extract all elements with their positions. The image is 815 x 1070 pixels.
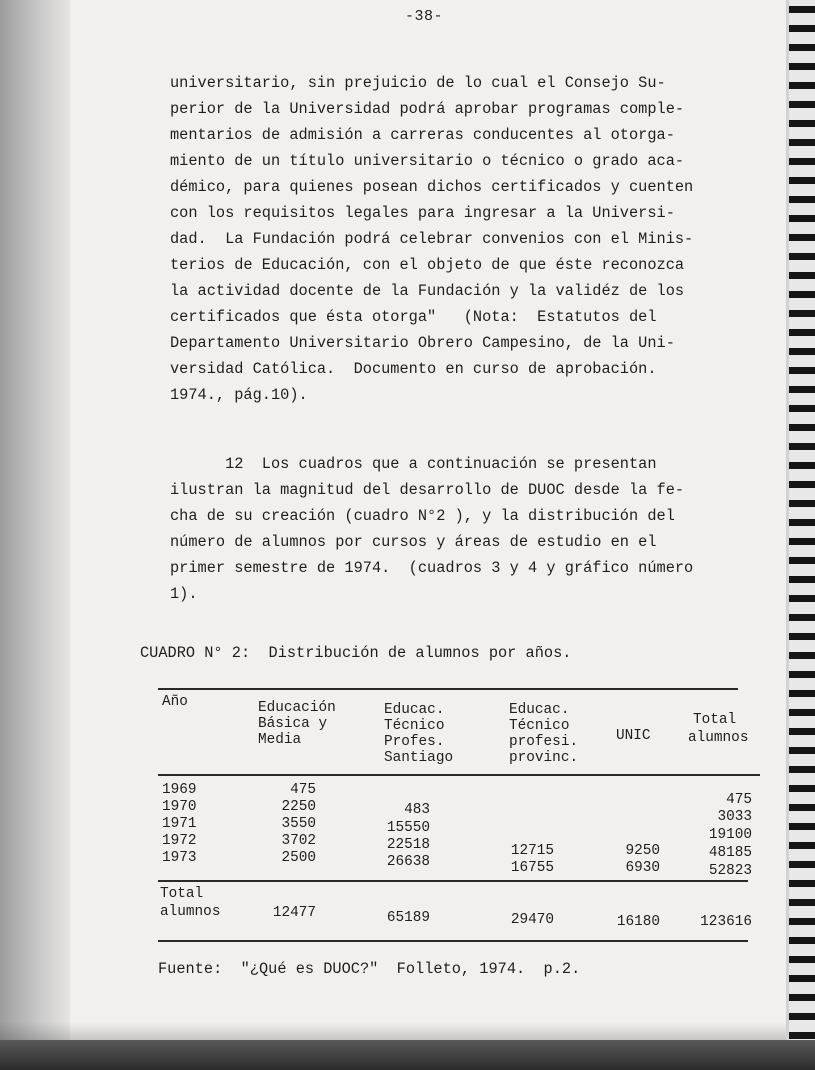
cell-basica: 475 [290,782,316,798]
cell-total: 52823 [708,863,752,879]
cell-year: 1970 [162,799,197,815]
text-line: certificados que ésta otorga" (Nota: Estatutos del [170,308,657,326]
cell-santiago: 26638 [386,854,430,870]
text-line: 1). [170,585,198,603]
cell-basica: 2250 [281,799,316,815]
cell-unic: 6930 [625,860,660,876]
cell-year: 1969 [162,782,197,798]
table-header-rule [158,774,760,776]
source-note: Fuente: "¿Qué es DUOC?" Folleto, 1974. p.2. [158,960,581,978]
table-totals-rule [158,880,748,882]
cell-provincias: 12715 [510,843,554,859]
cell-basica: 2500 [281,850,316,866]
text-line: 12 Los cuadros que a continuación se presentan [170,455,657,473]
cell-santiago: 483 [404,802,430,818]
document-page: -38- universitario, sin prejuicio de lo cual el Consejo Su- perior de la Universidad podrá aprobar programas comple- mentarios de admisión a carreras conducentes al otorga- miento de un título universitario o técnico o grado aca- démico, para quienes posean dichos certificados y cuenten con los requisitos legales para ingresar a la Universi- dad. La Fundación podrá celebrar convenios con el Minis- terios de Educación, con el objeto de que éste reconozca la actividad docente de la Fundación y la validéz de los certificados que ésta otorga" (Nota: Estatutos del Departamento Universitario Obrero Campesino, de la Uni- versidad Católica. Documento en curso de aprobación. 1974., pág.10). 12 Los cuadros que a continuación se presentan ilustran la magnitud del desarrollo de DUOC desde la fe- cha de su creación (cuadro N°2 ), y la distribución del número de alumnos por cursos y áreas de estudio en el primer semestre de 1974. (cuadros 3 y 4 y gráfico número 1). CUADRO N° 2: Distribución de alumnos por años. Año Educación Básica y Media Educac. Técnico Profes. Santiago Educac. Técnico profesi. provinc. UNIC Total alumnos 1969 475 475 1970 2250 483 3033 1971 3550 15550 19100 1972 3702 22518 12715 9250 48185 1973 2500 26638 16755 6930 52823 Total alumnos 12477 65189 29470 16180 123616 Fuente: "¿Qué es DUOC?" Folleto, 1974. p.2. [0,0,790,1040]
page-number: -38- [405,8,444,25]
cell-unic: 9250 [625,843,660,859]
text-line: mentarios de admisión a carreras conducentes al otorga- [170,126,675,144]
totals-label: alumnos [160,904,221,920]
text-line: 1974., pág.10). [170,386,308,404]
text-line: la actividad docente de la Fundación y la validéz de los [170,282,685,300]
total-total: 123616 [700,914,752,930]
total-basica: 12477 [272,905,316,921]
text-line: primer semestre de 1974. (cuadros 3 y 4 y gráfico número [170,559,694,577]
cell-santiago: 22518 [386,837,430,853]
text-line: con los requisitos legales para ingresar a la Universi- [170,204,675,222]
text-line: cha de su creación (cuadro N°2 ), y la distribución del [170,507,675,525]
cell-total: 48185 [708,845,752,861]
cell-provincias: 16755 [510,860,554,876]
text-line: número de alumnos por cursos y áreas de estudio en el [170,533,657,551]
cell-basica: 3702 [281,833,316,849]
cell-total: 475 [726,792,752,808]
cell-year: 1973 [162,850,197,866]
text-line: perior de la Universidad podrá aprobar programas comple- [170,100,685,118]
cell-year: 1972 [162,833,197,849]
page-bottom-shadow [0,1022,790,1040]
spiral-binding [789,0,815,1040]
text-line: ilustran la magnitud del desarrollo de DUOC desde la fe- [170,481,685,499]
scan-bottom-edge [0,1040,815,1070]
cell-year: 1971 [162,816,197,832]
text-line: miento de un título universitario o técnico o grado aca- [170,152,685,170]
table-caption: CUADRO N° 2: Distribución de alumnos por años. [140,644,572,662]
total-santiago: 65189 [386,910,430,926]
cell-basica: 3550 [281,816,316,832]
text-line: démico, para quienes posean dichos certificados y cuenten [170,178,694,196]
table-bottom-rule [158,940,748,942]
cell-total: 3033 [717,809,752,825]
table-top-rule [158,688,738,690]
cell-total: 19100 [708,827,752,843]
text-line: Departamento Universitario Obrero Campesino, de la Uni- [170,334,675,352]
page-left-shadow [0,0,70,1040]
total-provincias: 29470 [510,912,554,928]
cell-santiago: 15550 [386,820,430,836]
text-line: universitario, sin prejuicio de lo cual el Consejo Su- [170,74,666,92]
total-unic: 16180 [616,914,660,930]
text-line: terios de Educación, con el objeto de que éste reconozca [170,256,685,274]
totals-label: Total [160,886,204,902]
text-line: dad. La Fundación podrá celebrar convenios con el Minis- [170,230,694,248]
text-line: versidad Católica. Documento en curso de aprobación. [170,360,657,378]
